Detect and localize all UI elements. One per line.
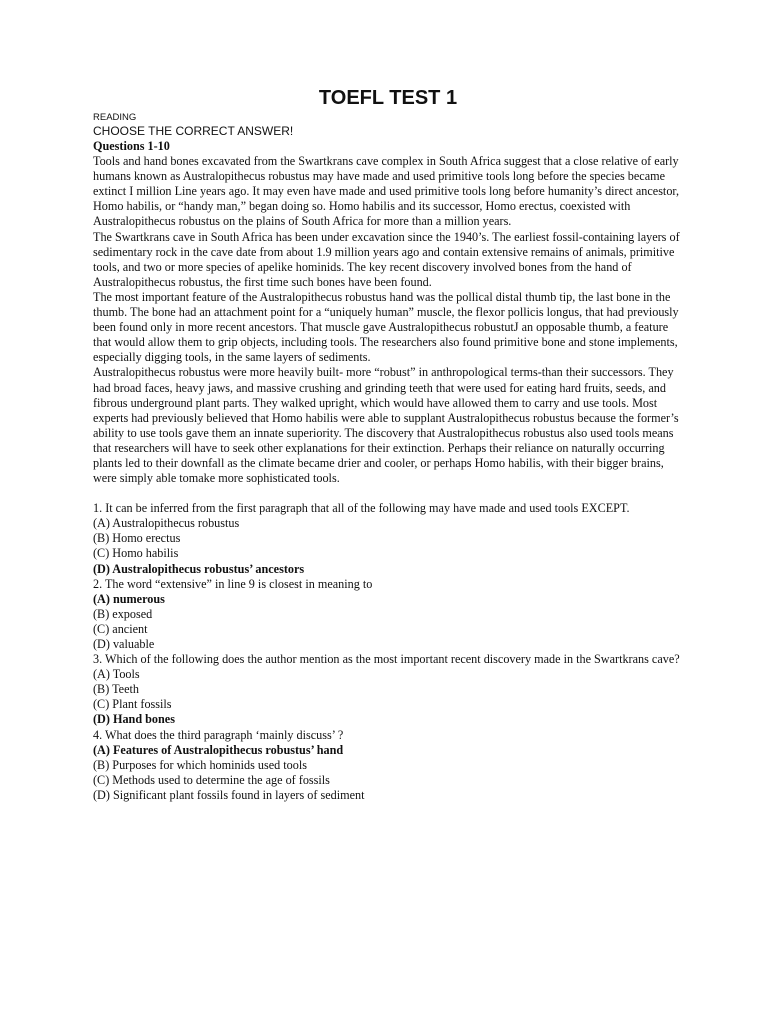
- question-item: [93, 728, 683, 803]
- answer-option-correct[interactable]: (D) Australopithecus robustus’ ancestors: [93, 561, 305, 576]
- answer-option[interactable]: (C) Homo habilis: [93, 546, 179, 561]
- answer-option[interactable]: (B) Homo erectus: [93, 531, 181, 546]
- question-text: 2. The word “extensive” in line 9 is closest in meaning to: [93, 576, 373, 591]
- section-label: READING: [93, 112, 137, 123]
- questions-range: Questions 1-10: [93, 139, 170, 153]
- answer-option-correct[interactable]: (D) Hand bones: [93, 712, 175, 727]
- answer-option[interactable]: (D) Significant plant fossils found in layers of sediment: [93, 787, 365, 802]
- question-item: [93, 652, 683, 727]
- answer-option-correct[interactable]: (A) numerous: [93, 591, 165, 606]
- answer-option[interactable]: (C) ancient: [93, 621, 148, 636]
- answer-option[interactable]: (D) valuable: [93, 637, 155, 651]
- passage-paragraph: The most important feature of the Australopithecus robustus hand was the pollical distal thumb tip, the last bone in the thumb. The bone had an attachment point for a “uniquely human” muscle, the flexor pollicis longus, that had previously been found only in more recent ancestors. That muscle gave Australopithecus robustutJ an opposable thumb, a feature that would allow them to grip objects, including tools. The researchers also found primitive bone and stone implements, especially digging tools, in the same layers of sediments.: [93, 289, 679, 365]
- question-text: 1. It can be inferred from the first paragraph that all of the following may have made and used tools EXCEPT.: [93, 501, 630, 516]
- passage-paragraph: Australopithecus robustus were more heavily built- more “robust” in anthropological terms-than their successors. They had broad faces, heavy jaws, and massive crushing and grinding teeth that were used for eating hard fruits, seeds, and fibrous underground plant parts. They walked upright, which would have allowed them to carry and use tools. Most experts had previously believed that Homo habilis were able to supplant Australopithecus robustus because the former’s ability to use tools gave them an innate superiority. The discovery that Australopithecus robustus also used tools means that researchers will have to seek other explanations for their extinction. Perhaps their reliance on naturally occurring plants led to their downfall as the climate became drier and cooler, or perhaps Homo habilis, with their bigger brains, were simply able tomake more sophisticated tools.: [93, 365, 679, 486]
- answer-option[interactable]: (A) Tools: [93, 667, 140, 682]
- spacer: [93, 486, 683, 501]
- question-text: 4. What does the third paragraph ‘mainly discuss’ ?: [93, 727, 344, 742]
- question-text: 3. Which of the following does the author mention as the most important recent discovery made in the Swartkrans cave?: [93, 652, 680, 667]
- passage-paragraph: The Swartkrans cave in South Africa has been under excavation since the 1940’s. The earliest fossil-containing layers of sedimentary rock in the cave date from about 1.9 million years ago and contain extensive remains of animals, primitive tools, and two or more species of apelike hominids. The key recent discovery involved bones from the hand of Australopithecus robustus, the first time such bones have been found.: [93, 229, 680, 289]
- answer-option-correct[interactable]: (A) Features of Australopithecus robustus’ hand: [93, 742, 344, 757]
- answer-option[interactable]: (C) Plant fossils: [93, 697, 172, 712]
- answer-option[interactable]: (A) Australopithecus robustus: [93, 516, 240, 531]
- question-item: [93, 577, 683, 652]
- document-page: [93, 86, 683, 803]
- reading-passage: [93, 154, 683, 486]
- instruction-text: CHOOSE THE CORRECT ANSWER!: [93, 124, 294, 138]
- passage-paragraph: Tools and hand bones excavated from the Swartkrans cave complex in South Africa suggest that a close relative of early humans known as Australopithecus robustus may have made and used primitive tools long before the species became extinct I million Line years ago. It may even have made and used primitive tools long before humanity’s direct ancestor, Homo habilis, or “handy man,” began doing so. Homo habilis and its successor, Homo erectus, coexisted with Australopithecus robustus on the plains of South Africa for more than a million years.: [93, 154, 680, 229]
- answer-option[interactable]: (C) Methods used to determine the age of fossils: [93, 772, 330, 787]
- page-title: TOEFL TEST 1: [318, 87, 458, 109]
- answer-option[interactable]: (B) Teeth: [93, 682, 139, 697]
- question-item: [93, 501, 683, 576]
- answer-option[interactable]: (B) exposed: [93, 606, 153, 621]
- question-list: [93, 501, 683, 803]
- answer-option[interactable]: (B) Purposes for which hominids used tools: [93, 757, 307, 772]
